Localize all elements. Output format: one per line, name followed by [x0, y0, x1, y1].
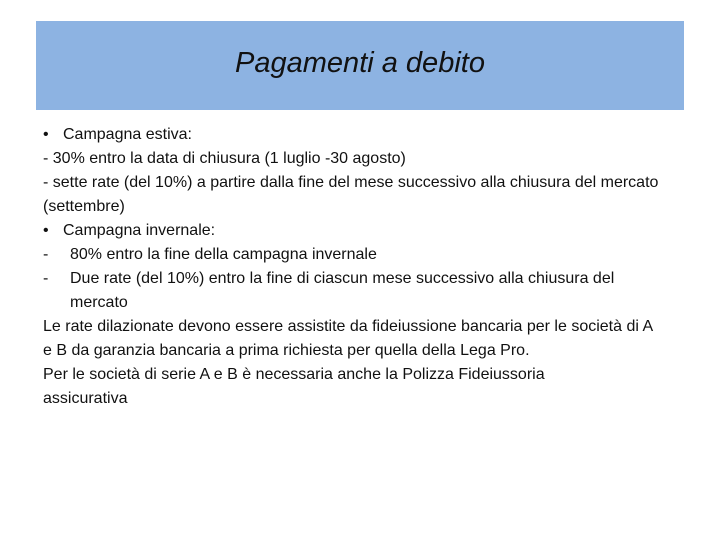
- insurance-paragraph: Per le società di serie A e B è necessaria anche la Polizza Fideiussoria assicurativa: [43, 366, 545, 407]
- winter-item-2-text: Due rate (del 10%) entro la fine di ciascun mese successivo alla chiusura del mercato: [70, 270, 615, 311]
- winter-item-1-text: 80% entro la fine della campagna invernale: [70, 246, 377, 263]
- summer-line-1: - 30% entro la data di chiusura (1 luglio -30 agosto): [43, 150, 406, 167]
- winter-item-1: [43, 243, 683, 267]
- title-banner: [36, 21, 684, 110]
- bullet-icon: •: [43, 222, 49, 239]
- winter-item-2: [43, 267, 683, 315]
- summer-heading: Campagna estiva:: [63, 126, 192, 143]
- guarantee-paragraph: Le rate dilazionate devono essere assistite da fideiussione bancaria per le società di A e B da garanzia bancaria a prima richiesta per quella della Lega Pro.: [43, 318, 653, 359]
- winter-heading-row: [43, 219, 683, 243]
- slide-title: Pagamenti a debito: [235, 47, 485, 79]
- summer-line-2: - sette rate (del 10%) a partire dalla fine del mese successivo alla chiusura del mercato (settembre): [43, 174, 659, 215]
- slide-body: [43, 123, 683, 411]
- dash-marker: -: [43, 246, 49, 263]
- bullet-icon: •: [43, 126, 49, 143]
- dash-marker: -: [43, 270, 49, 287]
- winter-heading: Campagna invernale:: [63, 222, 216, 239]
- summer-heading-row: [43, 123, 683, 147]
